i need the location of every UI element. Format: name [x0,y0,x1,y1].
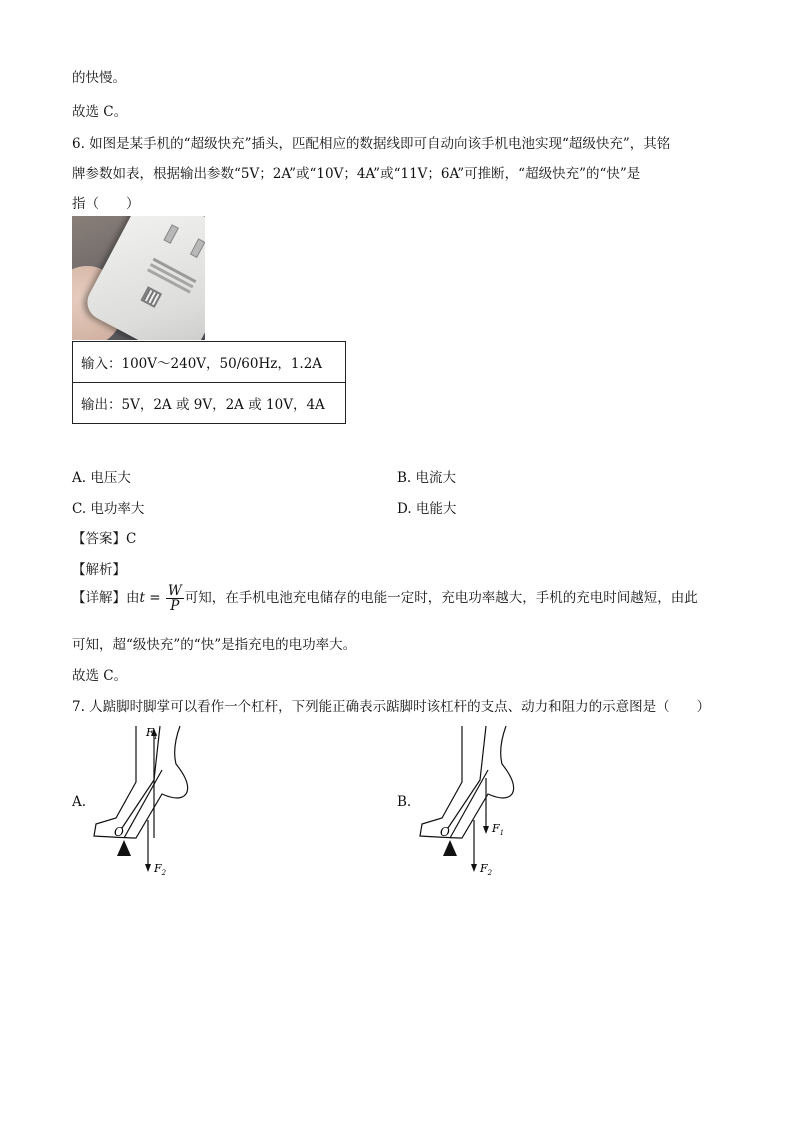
text-line: 故选 C。 [72,104,128,120]
leg-outline [94,726,188,838]
f1-label: $F_1$ [492,822,505,837]
text-line: 的快慢。 [72,70,126,86]
question-6-stem-line1: 6. 如图是某手机的“超级快充”插头，匹配相应的数据线即可自动向该手机电池实现“超级快充”，其铭 [72,136,671,152]
detail-rest: 可知，在手机电池充电储存的电能一定时，充电功率越大，手机的充电时间越短，由此 [184,590,698,607]
detail-line1 [72,584,698,613]
formula-numerator: W [167,583,182,599]
option-c: C. 电功率大 [72,501,145,517]
analysis-label: 【解析】 [72,562,126,578]
plug-prong [163,224,179,244]
o-label: O [114,825,124,839]
answer-label: 【答案】C [72,531,137,547]
o-label: O [440,825,450,839]
qr-code [140,286,162,308]
formula-equals: = [144,590,165,607]
f1-label: $F_1$ [146,726,159,741]
formula-denominator: P [170,598,180,615]
question-6-stem-line3: 指（ ） [72,196,140,212]
plug-prong [190,238,205,258]
f2-label: $F_2$ [480,862,493,877]
detail-prefix: 【详解】由 [72,590,140,607]
printed-label [153,258,197,283]
fulcrum-triangle [117,840,131,856]
spec-table [72,341,346,424]
lever-diagram-a [88,720,228,890]
lever-diagram-b [414,720,554,890]
f1-arrowhead [483,826,489,834]
detail-line2: 可知，超“级快充”的“快”是指充电的电功率大。 [72,637,357,653]
charger-photo [72,216,205,340]
option-b: B. 电流大 [397,470,457,486]
f2-arrowhead [471,864,477,872]
leg-inner-line [448,726,486,828]
option-a: A. 电压大 [72,470,131,486]
fulcrum-triangle [443,840,457,856]
spec-output-cell: 输出：5V，2A 或 9V，2A 或 10V，4A [73,383,346,424]
formula-t: t [139,590,145,607]
f2-label: $F_2$ [154,862,167,877]
f2-arrowhead [145,864,151,872]
q7-option-a-label: A. [72,794,87,810]
choose-line: 故选 C。 [72,668,128,684]
spec-input-cell: 输入：100V～240V，50/60Hz，1.2A [73,342,346,383]
q7-option-b-label: B. [397,794,412,810]
question-6-stem-line2: 牌参数如表，根据输出参数“5V；2A”或“10V；4A”或“11V；6A”可推断，“超级快充”的“快”是 [72,166,641,182]
option-d: D. 电能大 [397,501,457,517]
formula-fraction [166,584,184,613]
question-7-stem: 7. 人踮脚时脚掌可以看作一个杠杆，下列能正确表示踮脚时该杠杆的支点、动力和阻力的示意图是（ ） [72,699,711,715]
